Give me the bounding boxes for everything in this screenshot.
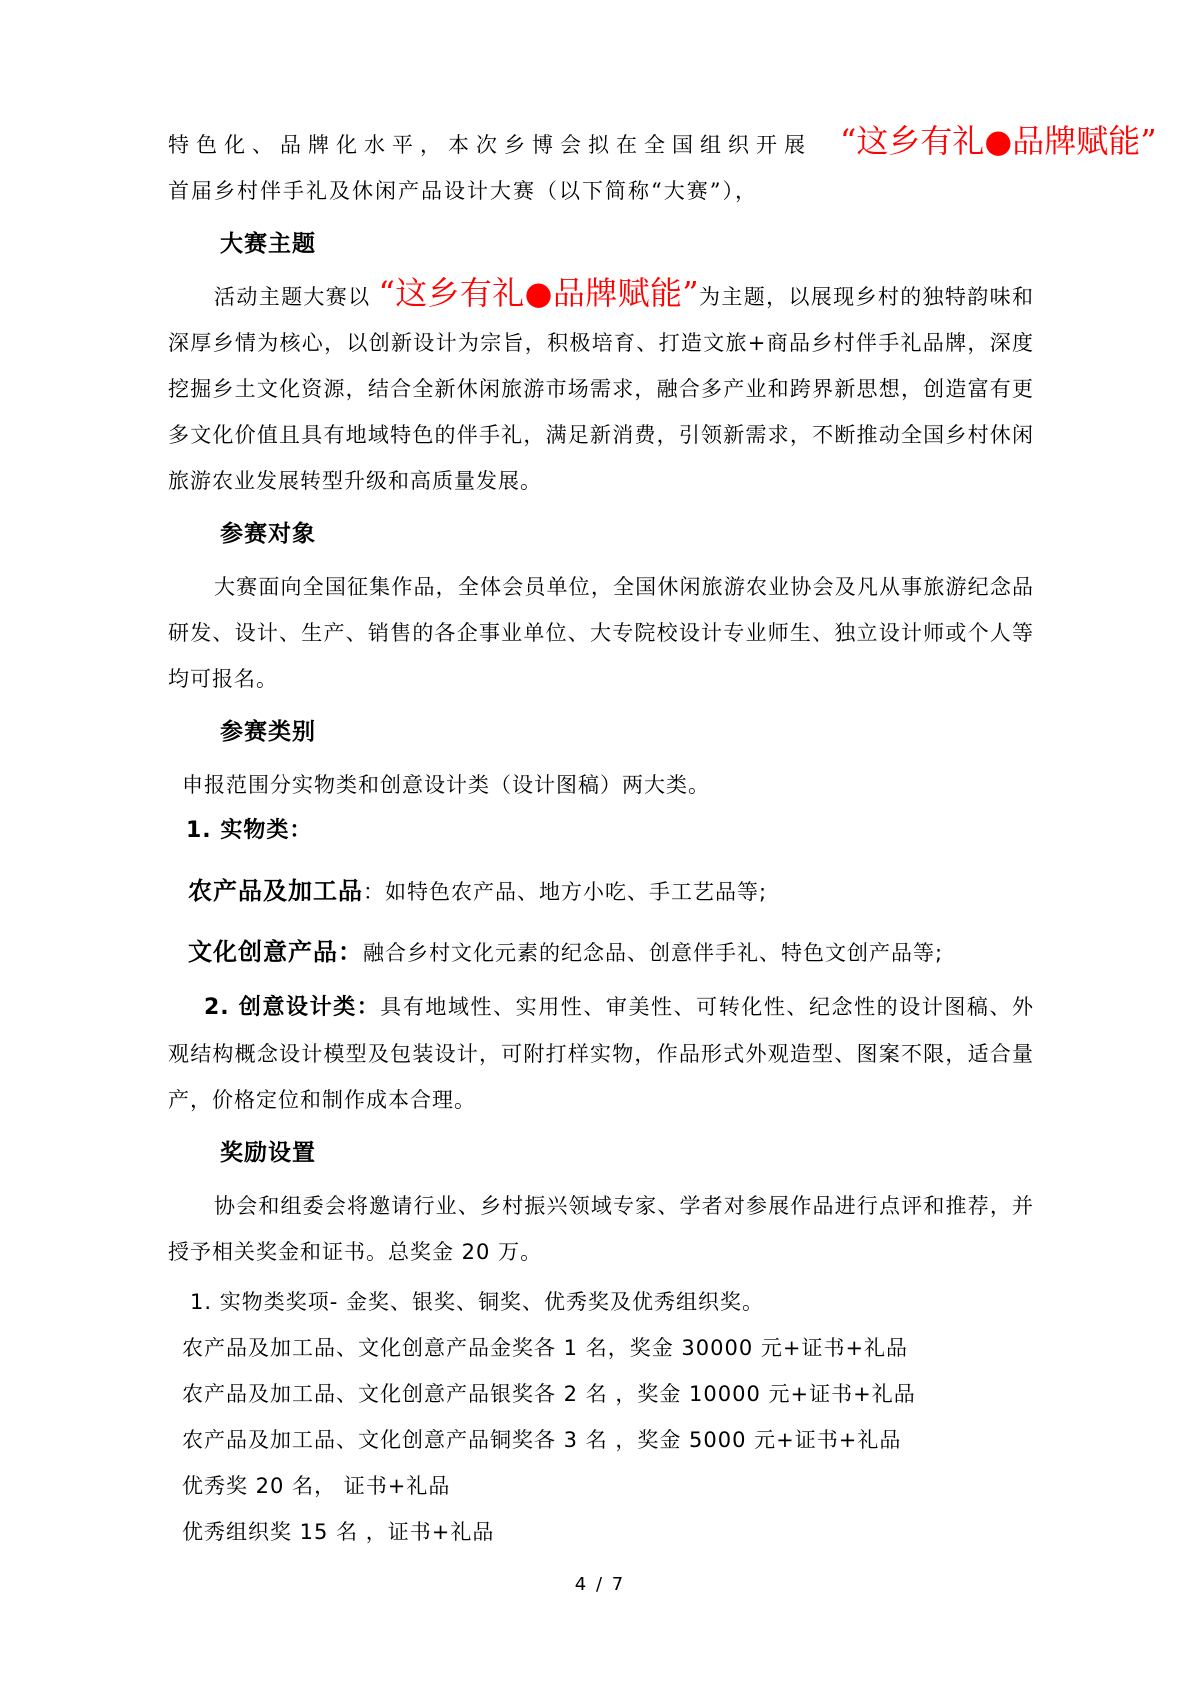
categories-intro: 申报范围分实物类和创意设计类（设计图稿）两大类。 xyxy=(182,773,710,797)
awards-list-title: 1. 实物类奖项- 金奖、银奖、铜奖、优秀奖及优秀组织奖。 xyxy=(190,1290,764,1314)
category-item-2-label: 2. 创意设计类： xyxy=(204,995,381,1020)
category-item-1-label: 1. 实物类： xyxy=(186,818,313,843)
award-item-excellence: 优秀奖 20 名， 证书+礼品 xyxy=(182,1474,451,1498)
section-heading-participants: 参赛对象 xyxy=(220,521,316,547)
slogan-red-text-2: “这乡有礼●品牌赋能” xyxy=(378,274,699,312)
category-agri-text: 如特色农产品、地方小吃、手工艺品等; xyxy=(385,880,768,904)
category-culture-label: 文化创意产品： xyxy=(188,938,363,966)
award-item-silver: 农产品及加工品、文化创意产品银奖各 2 名 ，奖金 10000 元+证书+礼品 xyxy=(182,1382,916,1406)
page-number: 4 / 7 xyxy=(574,1574,626,1595)
section-heading-categories: 参赛类别 xyxy=(220,719,316,745)
theme-paragraph-suffix: 为主题，以展现乡村的独特韵味和深厚乡情为核心，以创新设计为宗旨，积极培育、打造文旅+商品乡村伴手礼品牌，深度挖掘乡土文化资源，结合全新休闲旅游市场需求，融合多产业和跨界新思想，创造富有更多文化价值且具有地域特色的伴手礼，满足新消费，引领新需求，不断推动全国乡村休闲旅游农业发展转型升级和高质量发展。 xyxy=(168,285,1034,493)
document-content xyxy=(168,122,1157,1555)
category-agri-sep: ： xyxy=(363,880,385,904)
category-culture-text: 融合乡村文化元素的纪念品、创意伴手礼、特色文创产品等; xyxy=(363,941,944,965)
intro-line-1-text: 特色化、品牌化水平，本次乡博会拟在全国组织开展 xyxy=(168,133,812,157)
section-heading-awards: 奖励设置 xyxy=(220,1140,316,1166)
award-item-bronze: 农产品及加工品、文化创意产品铜奖各 3 名 ，奖金 5000 元+证书+礼品 xyxy=(182,1428,902,1452)
theme-paragraph-prefix: 活动主题大赛以 xyxy=(214,285,371,309)
category-culture-line xyxy=(168,929,1034,976)
category-item-2-text: 具有地域性、实用性、审美性、可转化性、纪念性的设计图稿、外观结构概念设计模型及包装设计，可附打样实物，作品形式外观造型、图案不限，适合量产，价格定位和制作成本合理。 xyxy=(168,995,1035,1112)
theme-paragraph xyxy=(168,274,1034,504)
category-item-2-paragraph xyxy=(168,984,1034,1123)
intro-line-2: 首届乡村伴手礼及休闲产品设计大赛（以下简称“大赛”）， xyxy=(168,179,758,203)
participants-paragraph: 大赛面向全国征集作品，全体会员单位，全国休闲旅游农业协会及凡从事旅游纪念品研发、设计、生产、销售的各企事业单位、大专院校设计专业师生、独立设计师或个人等均可报名。 xyxy=(168,575,1034,691)
intro-line-1 xyxy=(168,122,1157,168)
category-agri-label: 农产品及加工品 xyxy=(188,877,363,905)
slogan-red-text: “这乡有礼●品牌赋能” xyxy=(840,122,1157,160)
award-item-organization: 优秀组织奖 15 名 ，证书+礼品 xyxy=(182,1520,495,1544)
awards-paragraph: 协会和组委会将邀请行业、乡村振兴领域专家、学者对参展作品进行点评和推荐，并授予相关奖金和证书。总奖金 20 万。 xyxy=(168,1194,1034,1264)
award-item-gold: 农产品及加工品、文化创意产品金奖各 1 名，奖金 30000 元+证书+礼品 xyxy=(182,1336,909,1360)
category-agri-line xyxy=(168,868,1034,915)
section-heading-theme: 大赛主题 xyxy=(220,231,316,257)
